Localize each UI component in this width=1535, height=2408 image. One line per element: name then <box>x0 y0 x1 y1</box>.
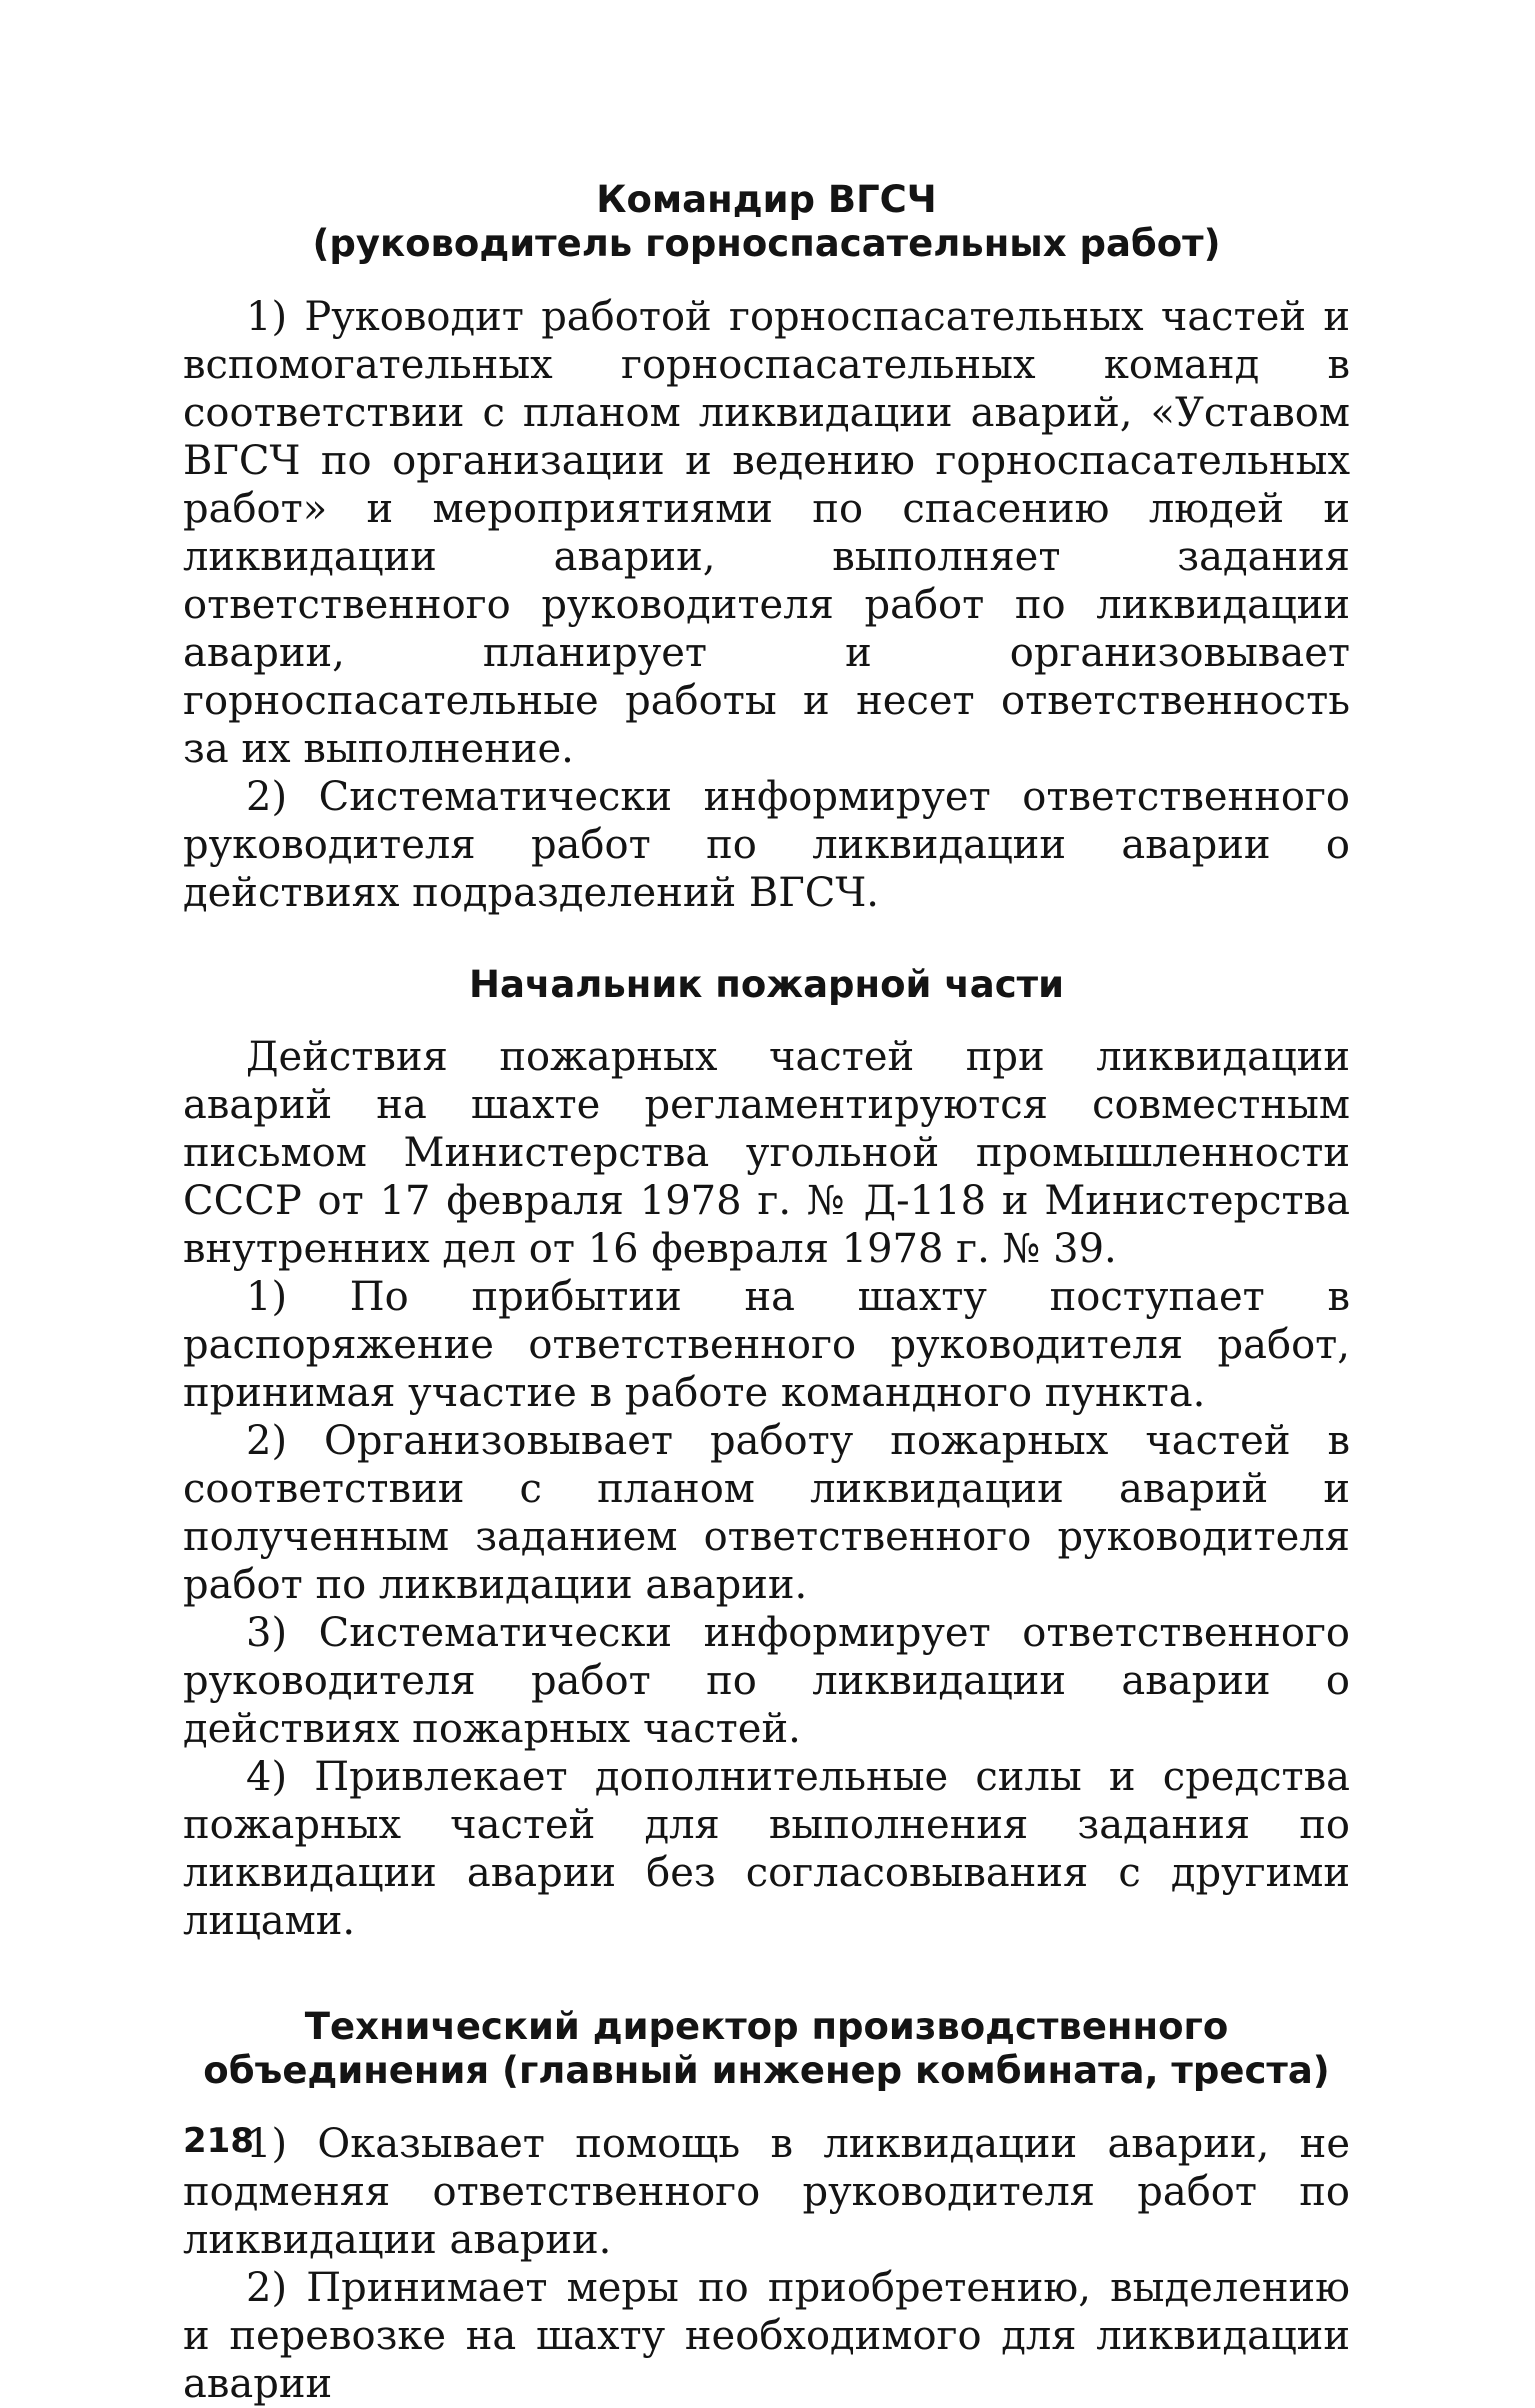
paragraph: 2) Систематически информирует ответственного руководителя работ по ликвидации аварии о действиях подразделений ВГСЧ. <box>183 774 1350 917</box>
page-number: 218 <box>183 2121 254 2161</box>
section-technical-director <box>183 2005 1350 2408</box>
paragraph: 1) Оказывает помощь в ликвидации аварии, не подменяя ответственного руководителя работ по ликвидации аварии. <box>183 2121 1350 2264</box>
section-heading <box>183 2005 1350 2092</box>
section-fire-chief <box>183 963 1350 1945</box>
heading-line: Технический директор производственного <box>304 2004 1229 2048</box>
document-page <box>183 178 1350 2408</box>
paragraph: 1) Руководит работой горноспасательных частей и вспомогательных горноспасательных команд в соответствии с планом ликвидации аварий, «Уставом ВГСЧ по организации и ведению горноспасательных работ» и мероприятиями по спасению людей и ликвидации аварии, выполняет задания ответственного руководителя работ по ликвидации аварии, планирует и организовывает горноспасательные работы и несет ответственность за их выполнение. <box>183 294 1350 773</box>
section-heading <box>183 963 1350 1007</box>
heading-line: Начальник пожарной части <box>469 963 1064 1007</box>
section-vgsch-commander <box>183 178 1350 917</box>
paragraph: 1) По прибытии на шахту поступает в распоряжение ответственного руководителя работ, принимая участие в работе командного пункта. <box>183 1273 1350 1416</box>
section-heading <box>183 178 1350 265</box>
paragraph: 2) Организовывает работу пожарных частей в соответствии с планом ликвидации аварий и полученным заданием ответственного руководителя работ по ликвидации аварии. <box>183 1417 1350 1608</box>
paragraph: Действия пожарных частей при ликвидации аварий на шахте регламентируются совместным письмом Министерства угольной промышленности СССР от 17 февраля 1978 г. № Д-118 и Министерства внутренних дел от 16 февраля 1978 г. № 39. <box>183 1033 1350 1272</box>
heading-line: (руководитель горноспасательных работ) <box>312 221 1221 265</box>
heading-line: объединения (главный инженер комбината, треста) <box>203 2048 1330 2092</box>
paragraph: 2) Принимает меры по приобретению, выделению и перевозке на шахту необходимого для ликвидации аварии <box>183 2265 1350 2408</box>
paragraph: 3) Систематически информирует ответственного руководителя работ по ликвидации аварии о действиях пожарных частей. <box>183 1609 1350 1752</box>
paragraph: 4) Привлекает дополнительные силы и средства пожарных частей для выполнения задания по ликвидации аварии без согласовывания с другими лицами. <box>183 1753 1350 1944</box>
heading-line: Командир ВГСЧ <box>596 178 937 221</box>
